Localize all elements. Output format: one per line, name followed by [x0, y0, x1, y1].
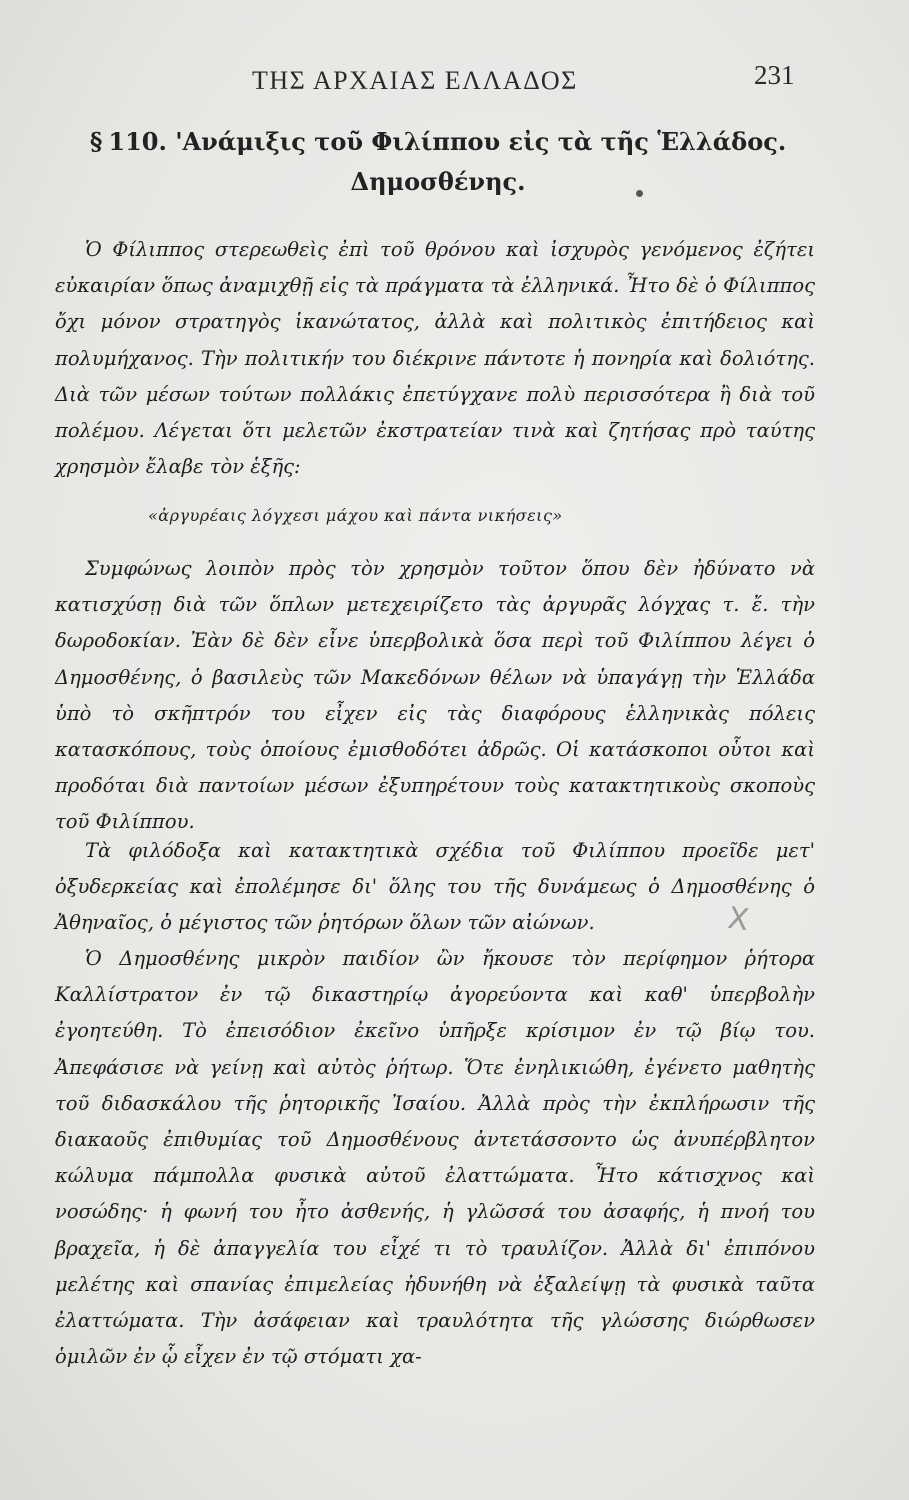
- oracle-quote: «ἀργυρέαις λόγχεσι μάχου καὶ πάντα νικήσεις»: [148, 506, 563, 525]
- section-symbol: §: [89, 127, 103, 156]
- section-heading-line-1: [48, 122, 828, 162]
- paragraph-philip-intro: Ὁ Φίλιππος στερεωθεὶς ἐπὶ τοῦ θρόνου καὶ ἰσχυρὸς γενόμενος ἐζήτει εὐκαιρίαν ὅπως ἀναμιχθῇ εἰς τὰ πράγματα τὰ ἑλληνικά. Ἦτο δὲ ὁ Φίλιππος ὄχι μόνον στρατηγὸς ἱκανώτατος, ἀλλὰ καὶ πολιτικὸς ἐπιτήδειος καὶ πολυμήχανος. Τὴν πολιτικήν του διέκρινε πάντοτε ἡ πονηρία καὶ δολιότης. Διὰ τῶν μέσων τούτων πολλάκις ἐπετύγχανε πολὺ περισσότερα ἢ διὰ τοῦ πολέμου. Λέγεται ὅτι μελετῶν ἐκστρατείαν τινὰ καὶ ζητήσας πρὸ ταύτης χρησμὸν ἔλαβε τὸν ἑξῆς:: [55, 238, 815, 479]
- running-title: ΤΗΣ ΑΡΧΑΙΑΣ ΕΛΛΑΔΟΣ: [252, 66, 578, 95]
- page-number: 231: [754, 60, 795, 90]
- paragraph-bribery: Συμφώνως λοιπὸν πρὸς τὸν χρησμὸν τοῦτον ὅπου δὲν ἠδύνατο νὰ κατισχύσῃ διὰ τῶν ὅπλων μετεχειρίζετο τὰς ἀργυρᾶς λόγχας τ. ἔ. τὴν δωροδοκίαν. Ἐὰν δὲ δὲν εἶνε ὑπερβολικὰ ὅσα περὶ τοῦ Φιλίππου λέγει ὁ Δημοσθένης, ὁ βασιλεὺς τῶν Μακεδόνων θέλων νὰ ὑπαγάγῃ τὴν Ἑλλάδα ὑπὸ τὸ σκῆπτρόν του εἶχεν εἰς τὰς διαφόρους ἑλληνικὰς πόλεις κατασκόπους, τοὺς ὁποίους ἐμισθοδότει ἀδρῶς. Οἱ κατάσκοποι οὗτοι καὶ προδόται διὰ παντοίων μέσων ἐξυπηρέτουν τοὺς κατακτητικοὺς σκοποὺς τοῦ Φιλίππου.: [55, 557, 815, 834]
- ink-speck: [636, 190, 643, 197]
- pencil-mark: X: [725, 900, 751, 939]
- paragraph-demosthenes-youth: Ὁ Δημοσθένης μικρὸν παιδίον ὢν ἤκουσε τὸν περίφημον ῥήτορα Καλλίστρατον ἐν τῷ δικαστηρίῳ ἀγορεύοντα καὶ καθ' ὑπερβολὴν ἐγοητεύθη. Τὸ ἐπεισόδιον ἐκεῖνο ὑπῆρξε κρίσιμον ἐν τῷ βίῳ του. Ἀπεφάσισε νὰ γείνῃ καὶ αὐτὸς ῥήτωρ. Ὅτε ἐνηλικιώθη, ἐγένετο μαθητὴς τοῦ διδασκάλου τῆς ῥητορικῆς Ἰσαίου. Ἀλλὰ πρὸς τὴν ἐκπλήρωσιν τῆς διακαοῦς ἐπιθυμίας τοῦ Δημοσθένους ἀντετάσσοντο ὡς ἀνυπέρβλητον κώλυμα πάμπολλα φυσικὰ αὐτοῦ ἐλαττώματα. Ἦτο κάτισχνος καὶ νοσώδης· ἡ φωνή του ἦτο ἀσθενής, ἡ γλῶσσά του ἀσαφής, ἡ πνοή του βραχεῖα, ἡ δὲ ἀπαγγελία του εἶχέ τι τὸ τραυλίζον. Ἀλλὰ δι' ἐπιπόνου μελέτης καὶ σπανίας ἐπιμελείας ἠδυνήθη νὰ ἐξαλείψῃ τὰ φυσικὰ ταῦτα ἐλαττώματα. Τὴν ἀσάφειαν καὶ τραυλότητα τῆς γλώσσης διώρθωσεν ὁμιλῶν ἐν ᾧ εἶχεν ἐν τῷ στόματι χα-: [55, 947, 815, 1369]
- paragraph-demosthenes-opposition: Τὰ φιλόδοξα καὶ κατακτητικὰ σχέδια τοῦ Φιλίππου προεῖδε μετ' ὀξυδερκείας καὶ ἐπολέμησε δι' ὅλης του τῆς δυνάμεως ὁ Δημοσθένης ὁ Ἀθηναῖος, ὁ μέγιστος τῶν ῥητόρων ὅλων τῶν αἰώνων.: [55, 839, 815, 935]
- section-subtitle: Δημοσθένης.: [350, 167, 526, 196]
- section-title: 110. 'Ανάμιξις τοῦ Φιλίππου εἰς τὰ τῆς Ἑλλάδος.: [108, 127, 787, 156]
- section-heading: [48, 122, 828, 202]
